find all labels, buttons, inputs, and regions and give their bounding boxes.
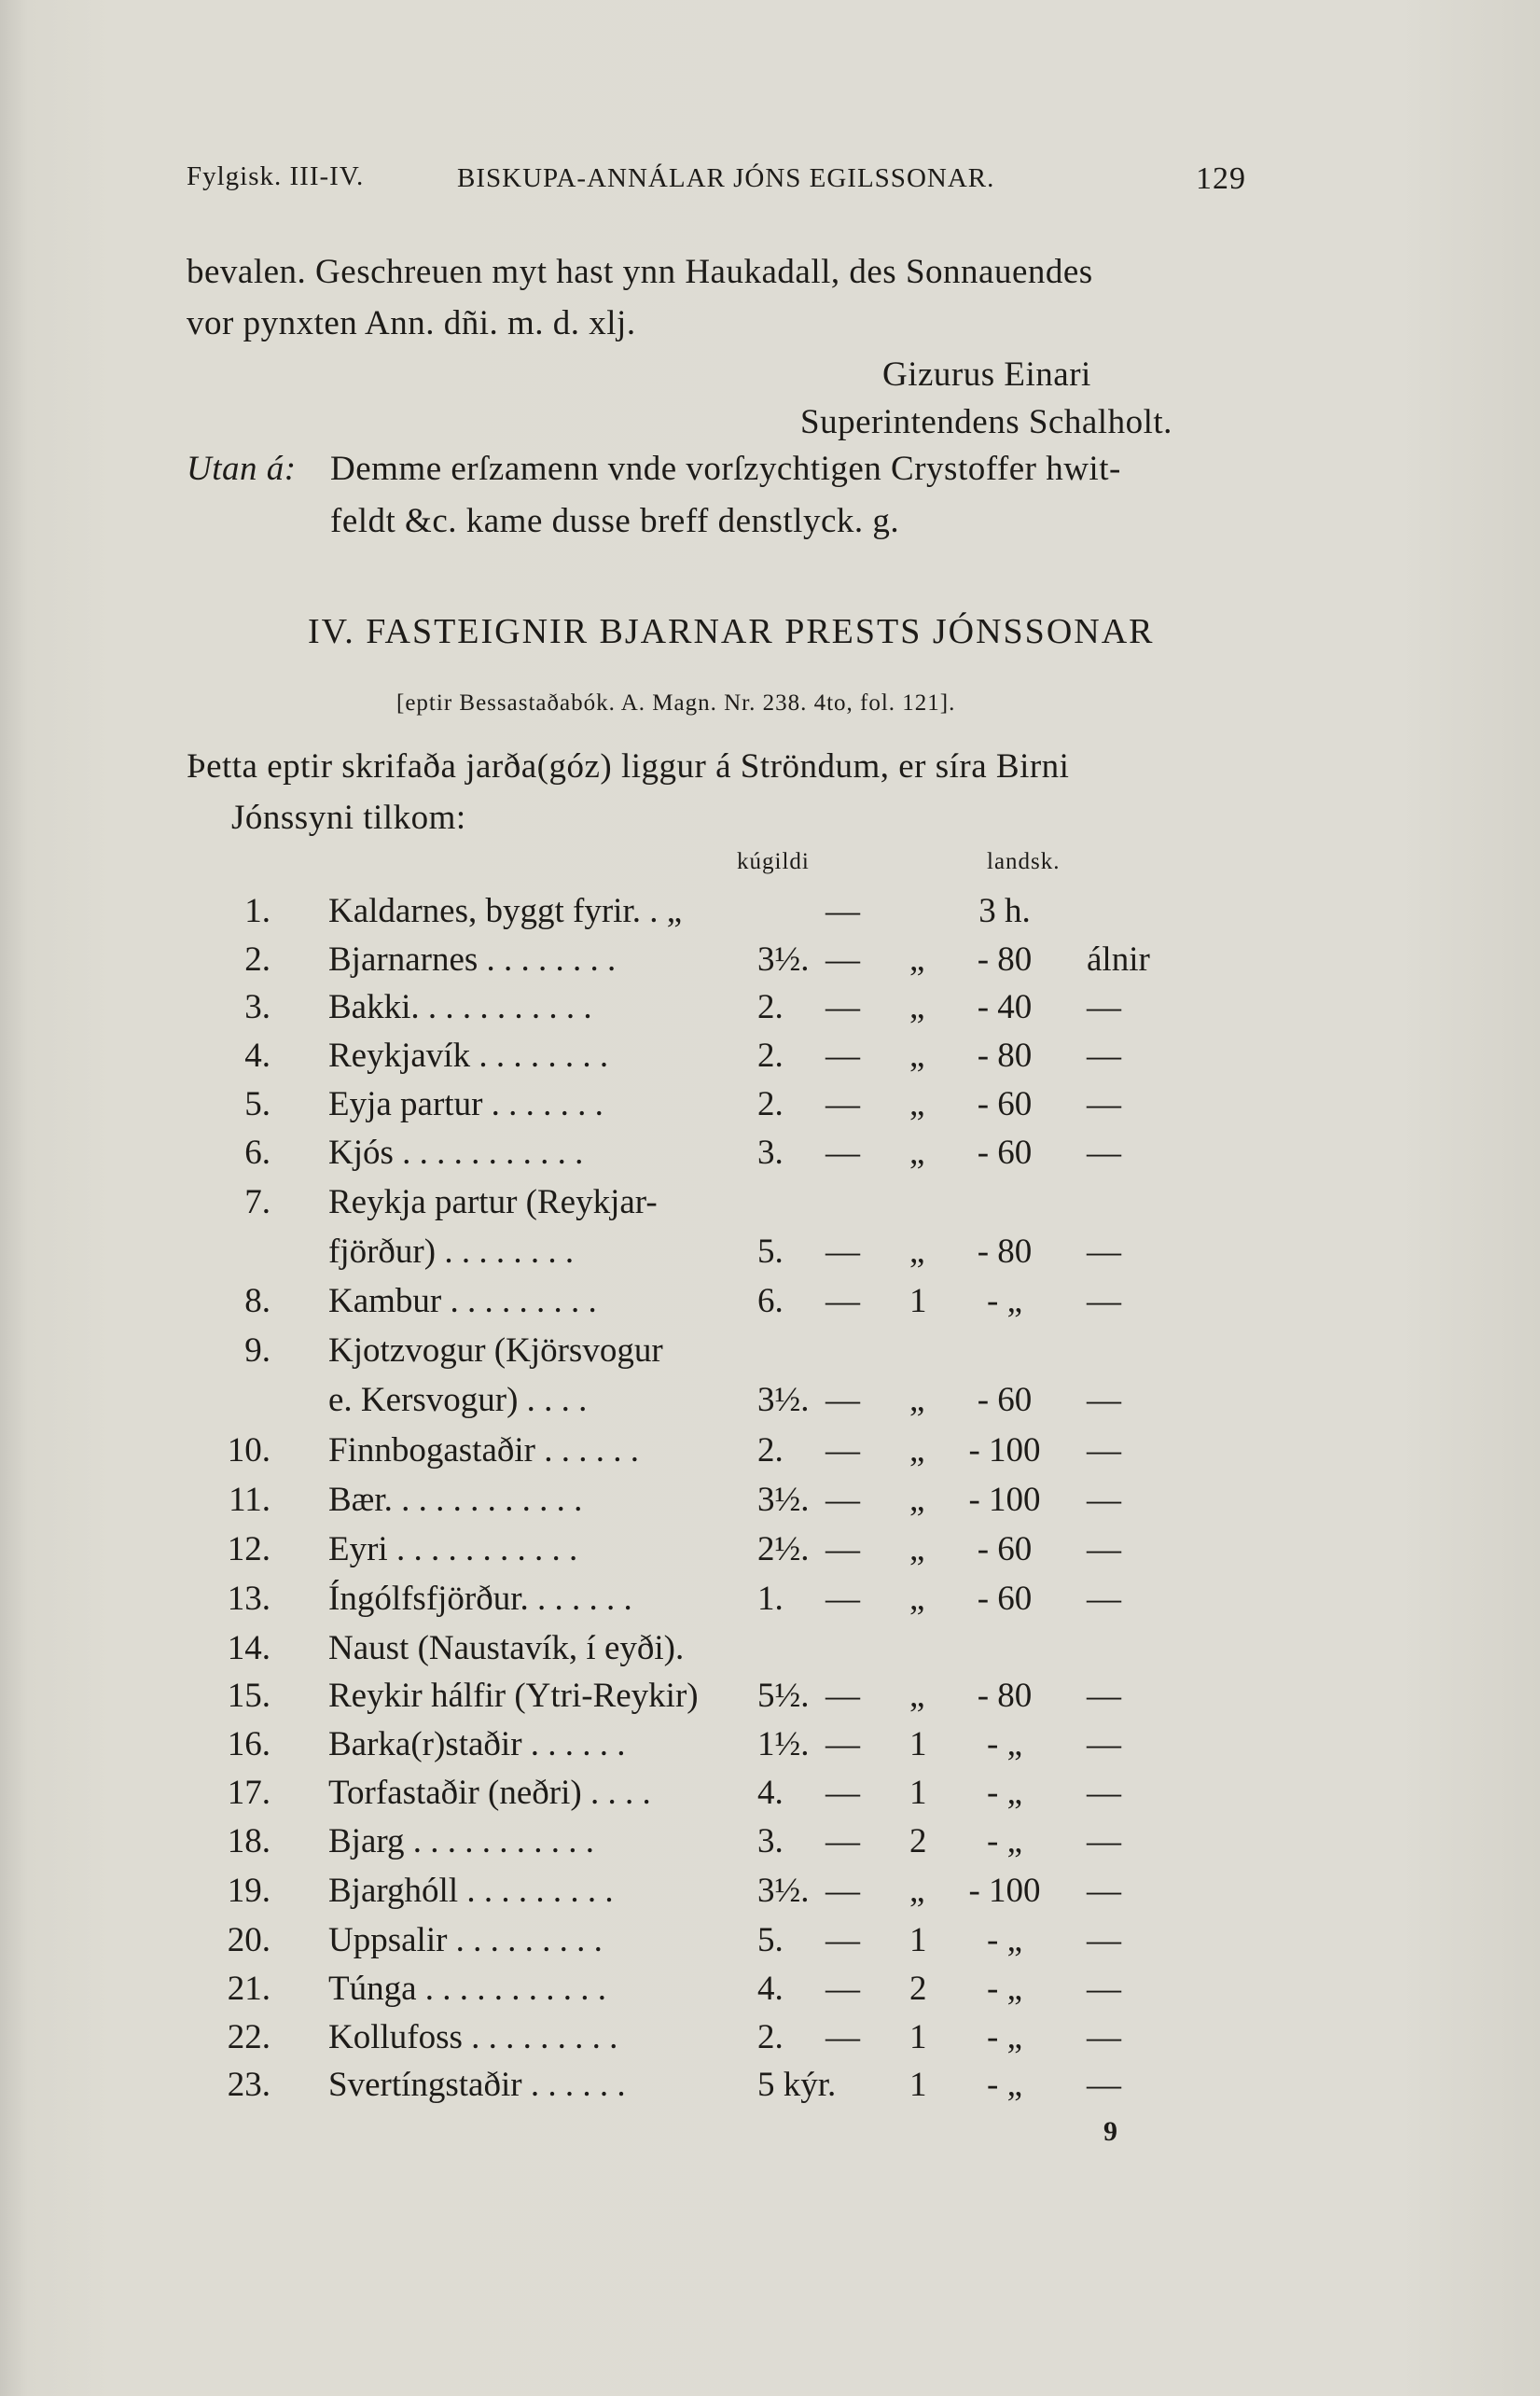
cell-val: 2. [757, 1431, 784, 1470]
cell-land: - „ [987, 1725, 1022, 1763]
cell-d2: — [1087, 2018, 1121, 2056]
column-header-kugildi: kúgildi [737, 849, 810, 874]
cell-kug: „ [909, 1872, 925, 1910]
section-paragraph-line-1: Þetta eptir skrifaða jarða(góz) liggur á Ströndum, er síra Birni [187, 747, 1070, 786]
table-row [0, 1480, 1540, 1526]
utan-line-2: feldt &c. kame dusse breff denstlyck. g. [330, 502, 900, 540]
cell-land: - 80 [977, 1037, 1033, 1075]
cell-d2: — [1087, 1822, 1121, 1860]
table-row [0, 1036, 1540, 1082]
table-row [0, 1133, 1540, 1179]
cell-d2: — [1087, 2066, 1121, 2104]
cell-land: - „ [987, 1774, 1022, 1812]
section-paragraph-line-2: Jónssyni tilkom: [231, 799, 466, 837]
cell-kug: „ [909, 988, 925, 1026]
cell-land: - 40 [977, 988, 1033, 1026]
cell-name: Uppsalir . . . . . . . . . [328, 1921, 603, 1959]
cell-d2: — [1087, 1481, 1121, 1519]
table-row [0, 1182, 1540, 1229]
cell-d2: — [1087, 1282, 1121, 1320]
cell-name: Finnbogastaðir . . . . . . [328, 1431, 639, 1470]
cell-d1: — [825, 940, 860, 979]
cell-val: 3½. [757, 1872, 810, 1910]
cell-name: Kjotzvogur (Kjörsvogur [328, 1331, 663, 1370]
cell-name: Bjarnarnes . . . . . . . . [328, 940, 617, 979]
cell-num: 6. [244, 1134, 271, 1172]
cell-kug: „ [909, 1233, 925, 1271]
table-row [0, 1969, 1540, 2015]
cell-d1: — [825, 1822, 860, 1860]
cell-num: 7. [244, 1183, 271, 1221]
running-head-left: Fylgisk. III-IV. [187, 161, 365, 191]
cell-kug: 2 [909, 1822, 927, 1860]
cell-val: 3. [757, 1822, 784, 1860]
cell-d2: — [1087, 1134, 1121, 1172]
cell-d1: — [825, 1431, 860, 1470]
cell-land: - „ [987, 2066, 1022, 2104]
signature-title: Superintendens Schalholt. [800, 403, 1172, 441]
cell-kug: 1 [909, 2018, 927, 2056]
cell-num: 14. [227, 1629, 271, 1667]
cell-num: 12. [227, 1530, 271, 1568]
cell-d2: — [1087, 1725, 1121, 1763]
cell-val: 5½. [757, 1677, 810, 1715]
table-row [0, 891, 1540, 938]
cell-num: 8. [244, 1282, 271, 1320]
table-row [0, 2017, 1540, 2064]
cell-kug: „ [909, 1580, 925, 1618]
cell-land: - 100 [968, 1481, 1041, 1519]
cell-kug: „ [909, 1431, 925, 1470]
signature-mark: 9 [1103, 2116, 1117, 2147]
cell-kug: „ [909, 1085, 925, 1123]
cell-land: - 60 [977, 1381, 1033, 1419]
cell-val: 4. [757, 1970, 784, 2008]
cell-d2: — [1087, 1431, 1121, 1470]
cell-d2: álnir [1087, 940, 1150, 979]
cell-kug: „ [909, 940, 925, 979]
cell-val: 2. [757, 1085, 784, 1123]
cell-d2: — [1087, 988, 1121, 1026]
cell-land: - „ [987, 1970, 1022, 2008]
cell-d1: — [825, 1037, 860, 1075]
cell-num: 15. [227, 1677, 271, 1715]
cell-d1: — [825, 1872, 860, 1910]
cell-num: 17. [227, 1774, 271, 1812]
cell-name: Kjós . . . . . . . . . . . [328, 1134, 584, 1172]
table-row [0, 1821, 1540, 1868]
cell-d2: — [1087, 1872, 1121, 1910]
cell-kug: 1 [909, 1921, 927, 1959]
cell-name: Íngólfsfjörður. . . . . . . [328, 1580, 632, 1618]
cell-d1: — [825, 2018, 860, 2056]
cell-land: - 60 [977, 1580, 1033, 1618]
cell-land: - 60 [977, 1085, 1033, 1123]
cell-kug: „ [909, 1381, 925, 1419]
cell-num: 2. [244, 940, 271, 979]
cell-d1: — [825, 1970, 860, 2008]
cell-land: - „ [987, 1822, 1022, 1860]
cell-d1: — [825, 892, 860, 930]
cell-num: 5. [244, 1085, 271, 1123]
cell-land: - „ [987, 1282, 1022, 1320]
cell-d1: — [825, 988, 860, 1026]
cell-land: - „ [987, 2018, 1022, 2056]
cell-d2: — [1087, 1381, 1121, 1419]
cell-d1: — [825, 1481, 860, 1519]
table-row [0, 1330, 1540, 1377]
cell-val: 3½. [757, 1481, 810, 1519]
cell-d1: — [825, 1580, 860, 1618]
cell-num: 4. [244, 1037, 271, 1075]
cell-name: Bjarghóll . . . . . . . . . [328, 1872, 614, 1910]
cell-land: - 100 [968, 1872, 1041, 1910]
cell-kug: 1 [909, 1282, 927, 1320]
table-row [0, 940, 1540, 986]
cell-kug: 1 [909, 1774, 927, 1812]
intro-line-2: vor pynxten Ann. dñi. m. d. xlj. [187, 304, 636, 342]
cell-val: 2½. [757, 1530, 810, 1568]
cell-d1: — [825, 1677, 860, 1715]
cell-d1: — [825, 1921, 860, 1959]
cell-name: Reykir hálfir (Ytri-Reykir) [328, 1677, 699, 1715]
table-row [0, 1232, 1540, 1278]
cell-d1: — [825, 1381, 860, 1419]
cell-val: 3. [757, 1134, 784, 1172]
table-row [0, 1773, 1540, 1819]
cell-land: - 100 [968, 1431, 1041, 1470]
cell-land: - 60 [977, 1134, 1033, 1172]
column-header-landsk: landsk. [987, 849, 1061, 874]
cell-d2: — [1087, 1037, 1121, 1075]
cell-val: 5. [757, 1921, 784, 1959]
table-row [0, 1920, 1540, 1967]
cell-kug: 1 [909, 2066, 927, 2104]
cell-val: 6. [757, 1282, 784, 1320]
cell-name: Torfastaðir (neðri) . . . . [328, 1774, 651, 1812]
cell-d2: — [1087, 1921, 1121, 1959]
cell-kug: „ [909, 1037, 925, 1075]
running-head-title: BISKUPA-ANNÁLAR JÓNS EGILSSONAR. [457, 163, 995, 193]
cell-d2: — [1087, 1085, 1121, 1123]
cell-val: 3½. [757, 940, 810, 979]
table-row [0, 1628, 1540, 1675]
signature-name: Gizurus Einari [882, 355, 1091, 394]
page-number: 129 [1196, 161, 1246, 196]
cell-val: 1½. [757, 1725, 810, 1763]
cell-num: 21. [227, 1970, 271, 2008]
cell-d2: — [1087, 1677, 1121, 1715]
cell-kug: „ [909, 1134, 925, 1172]
table-row [0, 1281, 1540, 1328]
cell-name: Barka(r)staðir . . . . . . [328, 1725, 626, 1763]
cell-kug: 1 [909, 1725, 927, 1763]
cell-name: Reykjavík . . . . . . . . [328, 1037, 609, 1075]
cell-val: 2. [757, 988, 784, 1026]
table-row [0, 1724, 1540, 1771]
table-row [0, 1579, 1540, 1625]
section-title: IV. FASTEIGNIR BJARNAR PRESTS JÓNSSONAR [308, 612, 1155, 651]
cell-name: Svertíngstaðir . . . . . . [328, 2066, 626, 2104]
cell-kug: „ [909, 1481, 925, 1519]
cell-num: 16. [227, 1725, 271, 1763]
cell-d1: — [825, 1530, 860, 1568]
cell-land: - „ [987, 1921, 1022, 1959]
cell-num: 18. [227, 1822, 271, 1860]
cell-name: Kollufoss . . . . . . . . . [328, 2018, 618, 2056]
cell-val: 5 kýr. [757, 2066, 837, 2104]
cell-land: - 80 [977, 1677, 1033, 1715]
cell-d1: — [825, 1282, 860, 1320]
cell-d2: — [1087, 1580, 1121, 1618]
cell-d1: — [825, 1134, 860, 1172]
cell-d2: — [1087, 1774, 1121, 1812]
cell-name: Eyja partur . . . . . . . [328, 1085, 604, 1123]
table-row [0, 2065, 1540, 2111]
table-row [0, 987, 1540, 1034]
cell-val: 2. [757, 2018, 784, 2056]
table-row [0, 1871, 1540, 1917]
cell-d1: — [825, 1233, 860, 1271]
utan-label: Utan á: [187, 450, 297, 488]
intro-line-1: bevalen. Geschreuen myt hast ynn Haukadall, des Sonnauendes [187, 253, 1093, 291]
cell-d1: — [825, 1774, 860, 1812]
cell-val: 5. [757, 1233, 784, 1271]
cell-d2: — [1087, 1233, 1121, 1271]
cell-name: Bakki. . . . . . . . . . . [328, 988, 592, 1026]
cell-name: Kambur . . . . . . . . . [328, 1282, 597, 1320]
cell-val: 1. [757, 1580, 784, 1618]
table-row [0, 1529, 1540, 1576]
cell-name: Naust (Naustavík, í eyði). [328, 1629, 685, 1667]
cell-num: 20. [227, 1921, 271, 1959]
cell-land: - 60 [977, 1530, 1033, 1568]
cell-num: 9. [244, 1331, 271, 1370]
cell-kug: „ [909, 1530, 925, 1568]
cell-name: Bjarg . . . . . . . . . . . [328, 1822, 595, 1860]
cell-num: 13. [227, 1580, 271, 1618]
cell-val: 4. [757, 1774, 784, 1812]
cell-num: 3. [244, 988, 271, 1026]
cell-land: 3 h. [978, 892, 1031, 930]
cell-name: Reykja partur (Reykjar- [328, 1183, 658, 1221]
cell-d1: — [825, 1085, 860, 1123]
table-row [0, 1380, 1540, 1427]
cell-val: 3½. [757, 1381, 810, 1419]
section-source: [eptir Bessastaðabók. A. Magn. Nr. 238. 4to, fol. 121]. [396, 690, 956, 716]
cell-d2: — [1087, 1530, 1121, 1568]
cell-name: Kaldarnes, byggt fyrir. . „ [328, 892, 683, 930]
cell-val: 2. [757, 1037, 784, 1075]
cell-num: 19. [227, 1872, 271, 1910]
table-row [0, 1084, 1540, 1131]
cell-land: - 80 [977, 940, 1033, 979]
utan-line-1: Demme erſzamenn vnde vorſzychtigen Crystoffer hwit- [330, 450, 1121, 488]
cell-d2: — [1087, 1970, 1121, 2008]
cell-name: fjörður) . . . . . . . . [328, 1233, 575, 1271]
cell-kug: 2 [909, 1970, 927, 2008]
cell-num: 23. [227, 2066, 271, 2104]
cell-land: - 80 [977, 1233, 1033, 1271]
cell-name: Bær. . . . . . . . . . . . [328, 1481, 583, 1519]
cell-kug: „ [909, 1677, 925, 1715]
cell-num: 11. [229, 1481, 271, 1519]
cell-d1: — [825, 1725, 860, 1763]
table-row [0, 1430, 1540, 1477]
cell-name: Túnga . . . . . . . . . . . [328, 1970, 607, 2008]
cell-num: 22. [227, 2018, 271, 2056]
cell-name: Eyri . . . . . . . . . . . [328, 1530, 578, 1568]
cell-name: e. Kersvogur) . . . . [328, 1381, 588, 1419]
cell-num: 10. [227, 1431, 271, 1470]
cell-num: 1. [244, 892, 271, 930]
table-row [0, 1676, 1540, 1722]
